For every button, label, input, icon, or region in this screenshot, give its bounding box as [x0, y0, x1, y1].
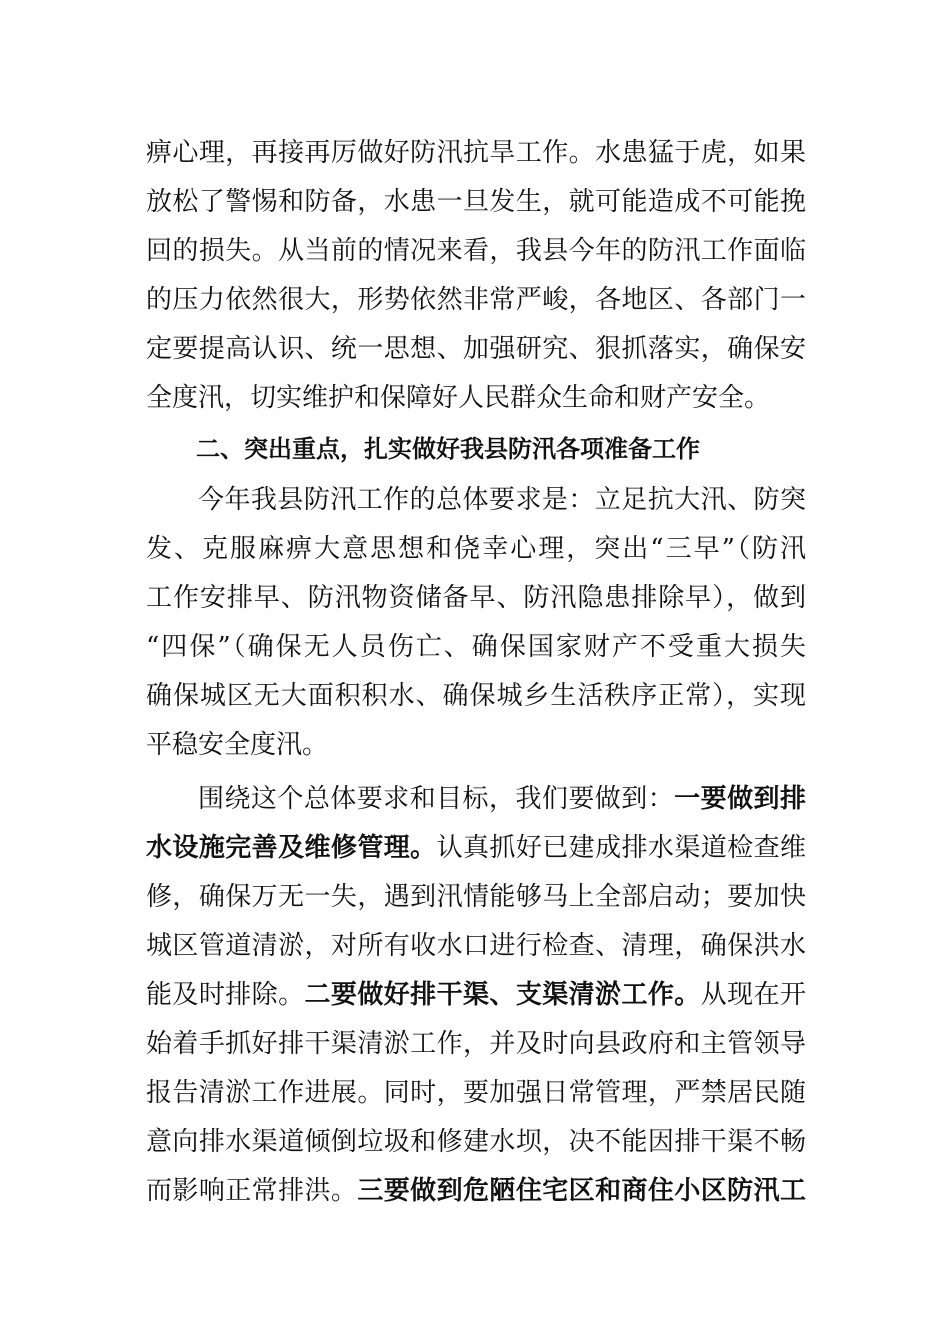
bold-run: 水设施完善及维修管理。 [146, 833, 437, 863]
paragraph3-line-1 [198, 781, 806, 817]
paragraph3-line-7: 报告清淤工作进展。同时，要加强日常管理，严禁居民随 [146, 1078, 806, 1108]
paragraph3-line-2 [146, 830, 806, 866]
paragraph3-line-6: 始着手抓好排干渠清淤工作，并及时向县政府和主管领导 [146, 1029, 806, 1059]
paragraph1-line-2: 放松了警惕和防备，水患一旦发生，就可能造成不可能挽 [146, 187, 806, 217]
paragraph2-line-1: 今年我县防汛工作的总体要求是：立足抗大汛、防突 [198, 485, 806, 515]
paragraph3-line-8: 意向排水渠道倾倒垃圾和修建水坝，决不能因排干渠不畅 [146, 1127, 806, 1157]
bold-run: 一要做到排 [674, 784, 806, 814]
bold-run: 二要做好排干渠、支渠清淤工作。 [304, 980, 701, 1010]
paragraph3-line-3: 修，确保万无一失，遇到汛情能够马上全部启动；要加快 [146, 882, 806, 912]
paragraph3-line-5 [146, 977, 806, 1013]
bold-run: 三要做到危陋住宅区和商住小区防汛工 [357, 1176, 806, 1206]
paragraph2-line-6: 平稳安全度汛。 [146, 730, 329, 760]
section-heading: 二、突出重点，扎实做好我县防汛各项准备工作 [196, 435, 700, 463]
paragraph1-line-5: 定要提高认识、统一思想、加强研究、狠抓落实，确保安 [146, 334, 806, 364]
paragraph2-line-3: 工作安排早、防汛物资储备早、防汛隐患排除早），做到 [146, 583, 806, 613]
paragraph2-line-2: 发、克服麻痹大意思想和侥幸心理，突出“三早”（防汛 [146, 534, 806, 564]
paragraph1-line-3: 回的损失。从当前的情况来看，我县今年的防汛工作面临 [146, 236, 806, 266]
text-run: 从现在开 [700, 980, 806, 1010]
paragraph2-line-5: 确保城区无大面积积水、确保城乡生活秩序正常），实现 [146, 681, 806, 711]
paragraph3-line-4: 城区管道清淤，对所有收水口进行检查、清理，确保洪水 [146, 931, 806, 961]
text-run: 能及时排除。 [146, 980, 305, 1010]
text-run: 认真抓好已建成排水渠道检查维 [436, 833, 806, 863]
paragraph3-line-9 [146, 1173, 806, 1209]
paragraph1-line-4: 的压力依然很大，形势依然非常严峻，各地区、各部门一 [146, 285, 806, 315]
text-run: 围绕这个总体要求和目标，我们要做到： [198, 784, 675, 814]
paragraph2-line-4: “四保”（确保无人员伤亡、确保国家财产不受重大损失 [146, 632, 806, 662]
paragraph1-line-1: 痹心理，再接再厉做好防汛抗旱工作。水患猛于虎，如果 [146, 138, 806, 168]
paragraph1-line-6: 全度汛，切实维护和保障好人民群众生命和财产安全。 [146, 383, 771, 413]
text-run: 而影响正常排洪。 [146, 1176, 358, 1206]
